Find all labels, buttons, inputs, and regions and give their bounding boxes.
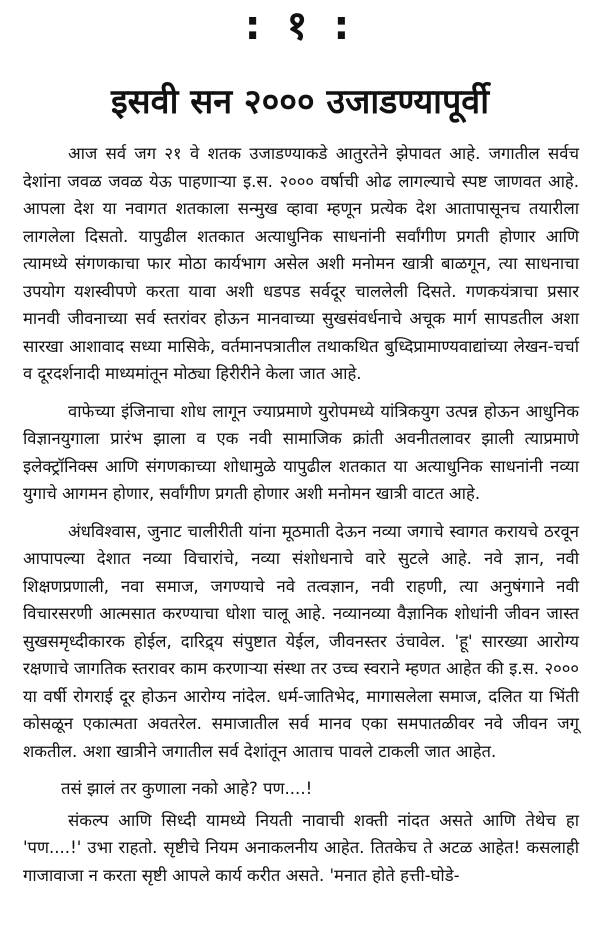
chapter-body [23,140,579,889]
paragraph: वाफेच्या इंजिनाचा शोध लागून ज्याप्रमाणे युरोपमध्ये यांत्रिकयुग उत्पन्न होऊन आधुनिक विज्ञानयुगाला प्रारंभ झाला व एक नवी सामाजिक क्रांती अवनीतलावर झाली त्याप्रमाणे इलेक्ट्रॉनिक्स आणि संगणकाच्या शोधामुळे यापुढील शतकात या अत्याधुनिक साधनांनी नव्या युगाचे आगमन होणार, सर्वांगीण प्रगती होणार अशी मनोमन खात्री वाटत आहे. [23,401,579,503]
paragraph: संकल्प आणि सिध्दी यामध्ये नियती नावाची शक्ती नांदत असते आणि तेथेच हा 'पण....!' उभा राहतो. सृष्टीचे नियम अनाकलनीय आहेत. तितकेच ते अटळ आहेत! कसलाही गाजावाजा न करता सृष्टी आपले कार्य करीत असते. 'मनात होते हत्ती-घोडे- [23,810,579,885]
paragraph: तसं झालं तर कुणाला नको आहे? पण....! [61,779,313,798]
chapter-title: इसवी सन २००० उजाडण्यापूर्वी [110,82,490,122]
paragraph: आज सर्व जग २१ वे शतक उजाडण्याकडे आतुरतेने झेपावत आहे. जगातील सर्वच देशांना जवळ जवळ येऊ पाहणाऱ्या इ.स. २००० वर्षाची ओढ लागल्याचे स्पष्ट जाणवत आहे. आपला देश या नवागत शतकाला सन्मुख व्हावा म्हणून प्रत्येक देश आतापासूनच तयारीला लागलेला दिसतो. यापुढील शतकात अत्याधुनिक साधनांनी सर्वांगीण प्रगती होणार आणि त्यामध्ये संगणकाचा फार मोठा कार्यभाग असेल अशी मनोमन खात्री बाळगून, त्या साधनाचा उपयोग यशस्वीपणे करता यावा अशी धडपड सर्वदूर चाललेली दिसते. गणकयंत्राचा प्रसार मानवी जीवनाच्या सर्व स्तरांवर होऊन मानवाच्या सुखसंवर्धनाचे अचूक मार्ग सापडतील अशा सारखा आशावाद सध्या मासिके, वर्तमानपत्रातील तथाकथित बुध्दिप्रामाण्यवाद्यांच्या लेखन-चर्चा व दूरदर्शनादी माध्यमांतून मोठ्या हिरीरीने केला जात आहे. [23,144,579,383]
chapter-number: : १ : [244,3,356,49]
paragraph: अंधविश्वास, जुनाट चालीरीती यांना मूठमाती देऊन नव्या जगाचे स्वागत करायचे ठरवून आपापल्या देशात नव्या विचारांचे, नव्या संशोधनाचे वारे सुटले आहे. नवे ज्ञान, नवी शिक्षणप्रणाली, नवा समाज, जगण्याचे नवे तत्वज्ञान, नवी राहणी, त्या अनुषंगाने नवी विचारसरणी आत्मसात करण्याचा धोशा चालू आहे. नव्यानव्या वैज्ञानिक शोधांनी जीवन जास्त सुखसमृध्दीकारक होईल, दारिद्र्य संपुष्टात येईल, जीवनस्तर उंचावेल. 'हू' सारख्या आरोग्य रक्षणाचे जागतिक स्तरावर काम करणाऱ्या संस्था तर उच्च स्वराने म्हणत आहेत की इ.स. २००० या वर्षी रोगराई दूर होऊन आरोग्य नांदेल. धर्म-जातिभेद, मागासलेला समाज, दलित या भिंती कोसळून एकात्मता अवतरेल. समाजातील सर्व मानव एका समपातळीवर नवे जीवन जगू शकतील. अशा खात्रीने जगातील सर्व देशांतून आताच पावले टाकली जात आहेत. [23,521,579,761]
